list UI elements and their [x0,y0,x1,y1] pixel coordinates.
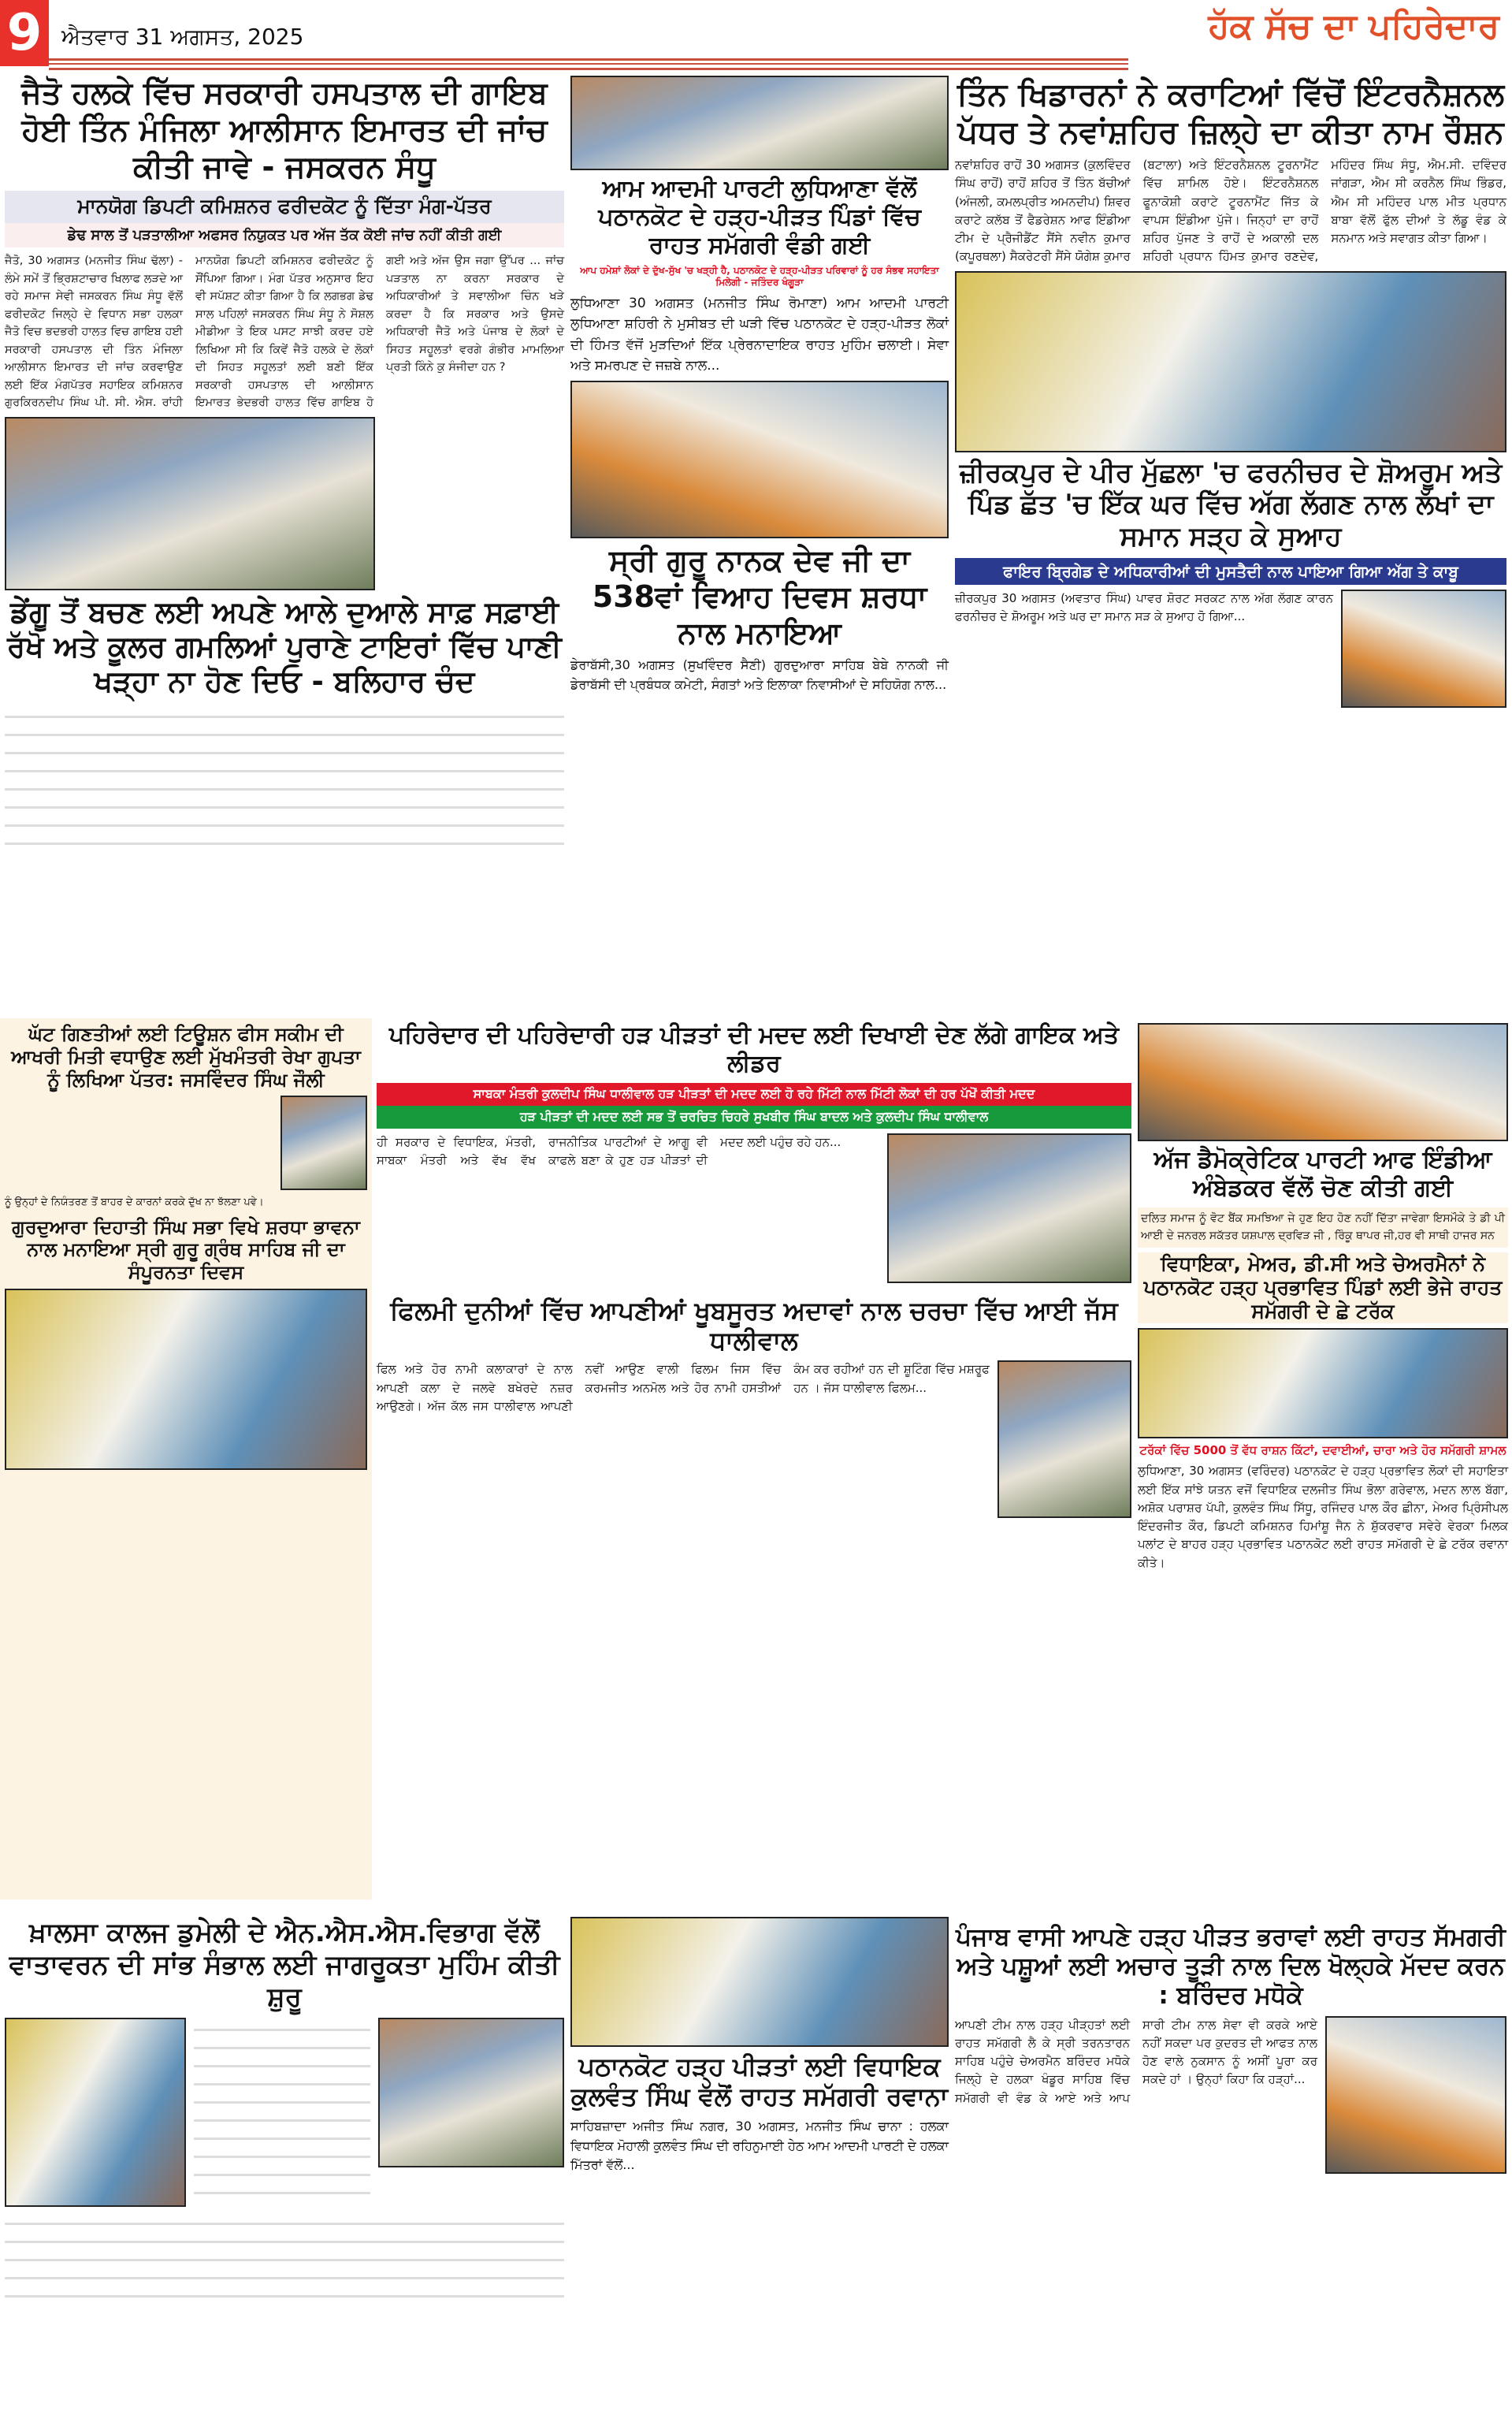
headline-zirakpur-fire: ਜ਼ੀਰਕਪੁਰ ਦੇ ਪੀਰ ਮੁੱਛਲਾ 'ਚ ਫਰਨੀਚਰ ਦੇ ਸ਼ੋਅਰੂਮ ਅਤੇ ਪਿੰਡ ਛੱਤ 'ਚ ਇੱਕ ਘਰ ਵਿੱਚ ਅੱਗ ਲੱਗਣ ਨਾਲ ਲੱਖਾਂ ਦਾ ਸਮਾਨ ਸੜ੍ਹ ਕੇ ਸੁਆਹ [959,456,1503,553]
middle-top-column [570,76,949,695]
subheadline-band: ਮਾਨਯੋਗ ਡਿਪਟੀ ਕਮਿਸ਼ਨਰ ਫਰੀਦਕੋਟ ਨੂੰ ਦਿੱਤਾ ਮੰਗ-ਪੱਤਰ [5,191,564,223]
green-subheadline-band: ਹੜ ਪੀੜਤਾਂ ਦੀ ਮਦਦ ਲਈ ਸਭ ਤੋਂ ਚਰਚਿਤ ਚਿਹਰੇ ਸੁਖਬੀਰ ਸਿੰਘ ਬਾਦਲ ਅਤੇ ਕੁਲਦੀਪ ਸਿੰਘ ਧਾਲੀਵਾਲ [377,1106,1131,1129]
article-body: ਨੂੰ ਉਨ੍ਹਾਂ ਦੇ ਨਿਯੰਤਰਣ ਤੋਂ ਬਾਹਰ ਦੇ ਕਾਰਨਾਂ ਕਰਕੇ ਦੁੱਖ ਨਾ ਝੱਲਣਾ ਪਵੇ। [5,1196,264,1209]
portrait-photo [997,1360,1131,1518]
red-subheadline-band: ਸਾਬਕਾ ਮੰਤਰੀ ਕੁਲਦੀਪ ਸਿੰਘ ਧਾਲੀਵਾਲ ਹੜ ਪੀੜਤਾਂ ਦੀ ਮਦਦ ਲਈ ਹੋ ਰਹੇ ਮਿੱਟੀ ਨਾਲ ਮਿੱਟੀ ਲੋਕਾਂ ਦੀ ਹਰ ਪੱਖੋਂ ਕੀਤੀ ਮਦਦ [377,1083,1131,1106]
bottom-left-column [5,1917,564,2298]
article-body: ਡੇਰਾਬੱਸੀ,30 ਅਗਸਤ (ਸੁਖਵਿੰਦਰ ਸੈਣੀ) ਗੁਰਦੁਆਰਾ ਸਾਹਿਬ ਬੇਬੇ ਨਾਨਕੀ ਜੀ ਡੇਰਾਬੱਸੀ ਦੀ ਪ੍ਰਬੰਧਕ ਕਮੇਟੀ, ਸੰਗਤਾਂ ਅਤੇ ਇਲਾਕਾ ਨਿਵਾਸੀਆਂ ਦੇ ਸਹਿਯੋਗ ਨਾਲ... [570,657,949,692]
article-body: ਜੈਤੋ, 30 ਅਗਸਤ (ਮਨਜੀਤ ਸਿੰਘ ਢੱਲਾ) - ਲੰਮੇ ਸਮੇਂ ਤੋਂ ਭ੍ਰਿਸ਼ਟਾਚਾਰ ਖਿਲਾਫ ਲੜਦੇ ਆ ਰਹੇ ਸਮਾਜ ਸੇਵੀ ਜਸਕਰਨ ਸਿੰਘ ਸੰਧੂ ਵੱਲੋਂ ਫਰੀਦਕੋਟ ਜਿਲ੍ਹੇ ਦੇ ਵਿਧਾਨ ਸਭਾ ਹਲਕਾ ਜੈਤੋ ਵਿਚ ਭਦਭਰੀ ਹਾਲਤ ਵਿਚ ਗਾਇਬ ਹਈ ਸਰਕਾਰੀ ਹਸਪਤਾਲ ਦੀ ਤਿੰਨ ਮੰਜਿਲਾ ਆਲੀਸਾਨ ਇਮਾਰਤ ਦੀ ਜਾਂਚ ਕਰਵਾਉਣ ਲਈ ਇੱਕ ਮੰਗਪੱਤਰ ਸਹਾਇਕ ਕਮਿਸ਼ਨਰ ਗੁਰਕਿਰਨਦੀਪ ਸਿੰਘ ਪੀ. ਸੀ. ਐਸ. ਰਾਂਹੀ ਮਾਨਯੋਗ ਡਿਪਟੀ ਕਮਿਸ਼ਨਰ ਫਰੀਦਕੋਟ ਨੂੰ ਸੌਂਪਿਆ ਗਿਆ। ਮੰਗ ਪੱਤਰ ਅਨੁਸਾਰ ਇਹ ਵੀ ਸਪੱਸ਼ਟ ਕੀਤਾ ਗਿਆ ਹੈ ਕਿ ਲਗਭਗ ਡੇਢ ਸਾਲ ਪਹਿਲਾਂ ਜਸਕਰਨ ਸਿੰਘ ਸੰਧੂ ਨੇ ਸੋਸ਼ਲ ਮੀਡੀਆ ਤੇ ਇਕ ਪਸਟ ਸਾਝੀ ਕਰਦ ਹਏ ਲਿਖਿਆ ਸੀ ਕਿ ਕਿਵੇਂ ਜੈਤੋ ਹਲਕੇ ਦੇ ਲੋਕਾਂ ਦੀ ਸਿਹਤ ਸਹੂਲਤਾਂ ਲਈ ਬਣੀ ਇੱਕ ਸਰਕਾਰੀ ਹਸਪਤਾਲ ਦੀ ਆਲੀਸਾਨ ਇਮਾਰਤ ਭੇਦਭਰੀ ਹਾਲਤ ਵਿੱਚ ਗਾਇਬ ਹੋ ਗਈ ਅਤੇ ਅੱਜ ਉਸ ਜਗਾ ਉੱਪਰ ... ਜਾਂਚ ਪੜਤਾਲ ਨਾ ਕਰਨਾ ਸਰਕਾਰ ਦੇ ਅਧਿਕਾਰੀਆਂ ਤੇ ਸਵਾਲੀਆ ਚਿੰਨ ਖੜੇ ਕਰਦਾ ਹੈ ਕਿ ਸਰਕਾਰ ਅਤੇ ਉਸਦੇ ਅਧਿਕਾਰੀ ਜੈਤੋ ਅਤੇ ਪੰਜਾਬ ਦੇ ਲੋਕਾਂ ਦੇ ਸਿਹਤ ਸਹੂਲਤਾਂ ਵਰਗੇ ਗੰਭੀਰ ਮਾਮਲਿਆ ਪ੍ਰਤੀ ਕਿੰਨੇ ਕੁ ਸੰਜੀਦਾ ਹਨ ? [5,255,564,410]
subheadline-band: ਡੇਢ ਸਾਲ ਤੋਂ ਪੜਤਾਲੀਆ ਅਫਸਰ ਨਿਯੁਕਤ ਪਰ ਅੱਜ ਤੱਕ ਕੋਈ ਜਾਂਚ ਨਹੀਂ ਕੀਤੀ ਗਈ [5,223,564,247]
blue-subheadline-band: ਫਾਇਰ ਬ੍ਰਿਗੇਡ ਦੇ ਅਧਿਕਾਰੀਆਂ ਦੀ ਮੁਸਤੈਦੀ ਨਾਲ ਪਾਇਆ ਗਿਆ ਅੱਗ ਤੇ ਕਾਬੂ [955,558,1506,585]
headline-jass-dhaliwal: ਫਿਲਮੀ ਦੁਨੀਆਂ ਵਿੱਚ ਆਪਣੀਆਂ ਖੂਬਸੂਰਤ ਅਦਾਵਾਂ ਨਾਲ ਚਰਚਾ ਵਿੱਚ ਆਈ ਜੱਸ ਧਾਲੀਵਾਲ [390,1295,1118,1356]
bottom-middle-column [570,1917,949,2175]
madhoke-story-row [955,2016,1506,2174]
news-photo [378,2018,564,2167]
headline-karate: ਤਿੰਨ ਖਿਡਾਰਨਾਂ ਨੇ ਕਰਾਟਿਆਂ ਵਿੱਚੋਂ ਇੰਟਰਨੈਸ਼ਨਲ ਪੱਧਰ ਤੇ ਨਵਾਂਸ਼ਹਿਰ ਜ਼ਿਲ੍ਹੇ ਦਾ ਕੀਤਾ ਨਾਮ ਰੌਸ਼ਨ [957,76,1505,151]
article-body: ਜ਼ੀਰਕਪੁਰ 30 ਅਗਸਤ (ਅਵਤਾਰ ਸਿੰਘ) ਪਾਵਰ ਸ਼ੋਰਟ ਸਰਕਟ ਨਾਲ ਅੱਗ ਲੱਗਣ ਕਾਰਨ ਫਰਨੀਚਰ ਦੇ ਸ਼ੋਅਰੂਮ ਅਤੇ ਘਰ ਦਾ ਸਮਾਨ ਸੜ ਕੇ ਸੁਆਹ ਹੋ ਗਿਆ... [955,590,1333,624]
news-photo [1325,2016,1506,2174]
headline-kulwant-singh-relief: ਪਠਾਨਕੋਟ ਹੜ੍ਹ ਪੀੜਤਾਂ ਲਈ ਵਿਧਾਇਕ ਕੁਲਵੰਤ ਸਿੰਘ ਵੱਲੋਂ ਰਾਹਤ ਸਮੱਗਰੀ ਰਵਾਨਾ [570,2052,949,2112]
article-body: ਆਪਣੀ ਟੀਮ ਨਾਲ ਹੜ੍ਹ ਪੀੜ੍ਹਤਾਂ ਲਈ ਰਾਹਤ ਸਮੱਗਰੀ ਲੈ ਕੇ ਸ੍ਰੀ ਤਰਨਤਾਰਨ ਸਾਹਿਬ ਪਹੁੰਚੇ ਚੇਅਰਮੈਨ ਬਰਿੰਦਰ ਮਧੋਕੇ ਜਿਲ੍ਹੇ ਦੇ ਹਲਕਾ ਖੰਡੂਰ ਸਾਹਿਬ ਵਿੱਚ ਸਮੱਗਰੀ ਵੀ ਵੰਡ ਕੇ ਆਏ ਅਤੇ ਆਪ ਸਾਰੀ ਟੀਮ ਨਾਲ ਸੇਵਾ ਵੀ ਕਰਕੇ ਆਏ ਨਹੀਂ ਸਕਦਾ ਪਰ ਕੁਦਰਤ ਦੀ ਆਫਤ ਨਾਲ ਹੋਣ ਵਾਲੇ ਨੁਕਸਾਨ ਨੂੰ ਅਸੀਂ ਪੂਰਾ ਕਰ ਸਕਦੇ ਹਾਂ । ਉਨ੍ਹਾਂ ਕਿਹਾ ਕਿ ਹੜ੍ਹਾਂ... [955,2017,1317,2105]
headline-gurdwara-dihati: ਗੁਰਦੁਆਰਾ ਦਿਹਾਤੀ ਸਿੰਘ ਸਭਾ ਵਿਖੇ ਸ਼ਰਧਾ ਭਾਵਨਾ ਨਾਲ ਮਨਾਇਆ ਸ੍ਰੀ ਗੁਰੂ ਗ੍ਰੰਥ ਸਾਹਿਬ ਜੀ ਦਾ ਸੰਪੂਰਨਤਾ ਦਿਵਸ [12,1215,360,1284]
headline-dpi-ambedkar: ਅੱਜ ਡੈਮੋਕ੍ਰੇਟਿਕ ਪਾਰਟੀ ਆਫ ਇੰਡੀਆ ਅੰਬੇਡਕਰ ਵੱਲੋਂ ਚੋਣ ਕੀਤੀ ਗਈ [1154,1146,1492,1202]
news-photo [5,1289,367,1470]
header-rule [49,58,1128,61]
article-body: ਸਾਹਿਬਜ਼ਾਦਾ ਅਜੀਤ ਸਿੰਘ ਨਗਰ, 30 ਅਗਸਤ, ਮਨਜੀਤ ਸਿੰਘ ਚਾਨਾ : ਹਲਕਾ ਵਿਧਾਇਕ ਮੋਹਾਲੀ ਕੁਲਵੰਤ ਸਿੰਘ ਦੀ ਰਹਿਨੁਮਾਈ ਹੇਠ ਆਮ ਆਦਮੀ ਪਾਰਟੀ ਦੇ ਹਲਕਾ ਮਿੱਤਰਾਂ ਵੱਲੋਂ... [570,2118,949,2173]
article-body: ਲੁਧਿਆਣਾ, 30 ਅਗਸਤ (ਵਰਿੰਦਰ) ਪਠਾਨਕੋਟ ਦੇ ਹੜ੍ਹ ਪ੍ਰਭਾਵਿਤ ਲੋਕਾਂ ਦੀ ਸਹਾਇਤਾ ਲਈ ਇੱਕ ਸਾਂਝੇ ਯਤਨ ਵਜੋਂ ਵਿਧਾਇਕ ਦਲਜੀਤ ਸਿੰਘ ਭੋਲਾ ਗਰੇਵਾਲ, ਮਦਨ ਲਾਲ ਬੱਗਾ, ਅਸ਼ੋਕ ਪਰਾਸ਼ਰ ਪੱਪੀ, ਕੁਲਵੰਤ ਸਿੰਘ ਸਿੱਧੂ, ਰਜਿੰਦਰ ਪਾਲ ਕੌਰ ਛੀਨਾ, ਮੇਅਰ ਪ੍ਰਿੰਸੀਪਲ ਇੰਦਰਜੀਤ ਕੌਰ, ਡਿਪਟੀ ਕਮਿਸ਼ਨਰ ਹਿਮਾਂਸ਼ੂ ਜੈਨ ਨੇ ਸ਼ੁੱਕਰਵਾਰ ਸਵੇਰੇ ਵੇਰਕਾ ਮਿਲਕ ਪਲਾਂਟ ਦੇ ਬਾਹਰ ਹੜ੍ਹ ਪ੍ਰਭਾਵਿਤ ਪਠਾਨਕੋਟ ਲਈ ਰਾਹਤ ਸਮੱਗਰੀ ਦੇ ਛੇ ਟਰੱਕ ਰਵਾਨਾ ਕੀਤੇ। [1138,1464,1508,1570]
headline-guru-nanak-538: ਸ੍ਰੀ ਗੁਰੂ ਨਾਨਕ ਦੇਵ ਜੀ ਦਾ 538ਵਾਂ ਵਿਆਹ ਦਿਵਸ ਸ਼ਰਧਾ ਨਾਲ ਮਨਾਇਆ [592,543,927,650]
left-top-column [5,76,564,846]
headline-pehredar: ਪਹਿਰੇਦਾਰ ਦੀ ਪਹਿਰੇਦਾਰੀ ਹੜ ਪੀੜਤਾਂ ਦੀ ਮਦਦ ਲਈ ਦਿਖਾਈ ਦੇਣ ਲੱਗੇ ਗਾਇਕ ਅਤੇ ਲੀਡਰ [388,1021,1120,1077]
article-body: ਲੁਧਿਆਣਾ 30 ਅਗਸਤ (ਮਨਜੀਤ ਸਿੰਘ ਰੋਮਾਣਾ) ਆਮ ਆਦਮੀ ਪਾਰਟੀ ਲੁਧਿਆਣਾ ਸ਼ਹਿਰੀ ਨੇ ਮੁਸੀਬਤ ਦੀ ਘੜੀ ਵਿੱਚ ਪਠਾਨਕੋਟ ਦੇ ਹੜ੍ਹ-ਪੀੜਤ ਲੋਕਾਂ ਦੀ ਹਿੰਮਤ ਵੱਜੋਂ ਮੁੜਦਿਆਂ ਇੱਕ ਪ੍ਰੇਰਨਾਦਾਇਕ ਰਾਹਤ ਮੁਹਿੰਮ ਚਲਾਈ। ਸੇਵਾ ਅਤੇ ਸਮਰਪਣ ਦੇ ਜਜ਼ਬੇ ਨਾਲ... [570,296,949,374]
news-photo [1138,1328,1508,1438]
headline-dengue: ਡੇਂਗੂ ਤੋਂ ਬਚਣ ਲਈ ਅਪਣੇ ਆਲੇ ਦੁਆਲੇ ਸਾਫ਼ ਸਫ਼ਾਈ ਰੱਖੋ ਅਤੇ ਕੂਲਰ ਗਮਲਿਆਂ ਪੁਰਾਣੇ ਟਾਇਰਾਂ ਵਿੱਚ ਪਾਣੀ ਖੜ੍ਹਾ ਨਾ ਹੋਣ ਦਿਓ - ਬਲਿਹਾਰ ਚੰਦ [7,594,562,699]
article-body-placeholder [5,705,564,846]
header-rule [49,63,1128,65]
pehredar-story-row [377,1133,1131,1283]
news-photo [1341,590,1506,708]
news-photo [887,1133,1131,1283]
news-photo [570,76,949,170]
headline-six-trucks: ਵਿਧਾਇਕਾ, ਮੇਅਰ, ਡੀ.ਸੀ ਅਤੇ ਚੇਅਰਮੈਨਾਂ ਨੇ ਪਠਾਨਕੋਟ ਹੜ੍ਹ ਪ੍ਰਭਾਵਿਤ ਪਿੰਡਾਂ ਲਈ ਭੇਜੇ ਰਾਹਤ ਸਮੱਗਰੀ ਦੇ ਛੇ ਟਰੱਕ [1138,1252,1508,1323]
article-body: ਦਲਿਤ ਸਮਾਜ ਨੂੰ ਵੋਟ ਬੈਂਕ ਸਮਝਿਆ ਜੇ ਹੁਣ ਇਹ ਹੋਣ ਨਹੀਂ ਦਿੱਤਾ ਜਾਵੇਗਾ ਇਸਮੌਕੇ ਤੇ ਡੀ ਪੀ ਆਈ ਦੇ ਜਨਰਲ ਸਕੱਤਰ ਯਸ਼ਪਾਲ ਦ੍ਰਵਿੜ ਜੀ , ਰਿੰਕੂ ਥਾਪਰ ਜੀ,ਹਰ ਵੀ ਸਾਥੀ ਹਾਜਰ ਸਨ [1138,1207,1508,1248]
cream-section [0,1018,372,1899]
article-body-placeholder [194,2018,370,2207]
article-body: ਹੀ ਸਰਕਾਰ ਦੇ ਵਿਧਾਇਕ, ਮੰਤਰੀ, ਸਾਬਕਾ ਮੰਤਰੀ ਅਤੇ ਵੱਖ ਵੱਖ ਰਾਜਨੀਤਿਕ ਪਾਰਟੀਆਂ ਦੇ ਆਗੂ ਵੀ ਕਾਫਲੇ ਬਣਾ ਕੇ ਹੁਣ ਹੜ ਪੀੜਤਾਂ ਦੀ ਮਦਦ ਲਈ ਪਹੁੰਚ ਰਹੇ ਹਨ... [377,1134,841,1167]
page-number-badge: 9 [0,0,49,66]
article-body: ਫਿਲ ਅਤੇ ਹੋਰ ਨਾਮੀ ਕਲਾਕਾਰਾਂ ਦੇ ਨਾਲ ਆਪਣੀ ਕਲਾ ਦੇ ਜਲਵੇ ਬਖੇਰਦੇ ਨਜ਼ਰ ਆਉਣਗੇ। ਅੱਜ ਕੱਲ ਜਸ ਧਾਲੀਵਾਲ ਆਪਣੀ ਨਵੀਂ ਆਉਣ ਵਾਲੀ ਫਿਲਮ ਜਿਸ ਵਿੱਚ ਕਰਮਜੀਤ ਅਨਮੋਲ ਅਤੇ ਹੋਰ ਨਾਮੀ ਹਸਤੀਆਂ ਕੰਮ ਕਰ ਰਹੀਆਂ ਹਨ ਦੀ ਸ਼ੂਟਿੰਗ ਵਿੱਚ ਮਸ਼ਰੂਫ ਹਨ । ਜੱਸ ਧਾਲੀਵਾਲ ਫਿਲਮ... [377,1362,990,1413]
bottom-right-column [955,1923,1506,2174]
news-photo [5,417,375,590]
headline-madhoke: ਪੰਜਾਬ ਵਾਸੀ ਆਪਣੇ ਹੜ੍ਹ ਪੀੜਤ ਭਰਾਵਾਂ ਲਈ ਰਾਹਤ ਸੱਮਗਰੀ ਅਤੇ ਪਸ਼ੂਆਂ ਲਈ ਅਚਾਰ ਤੂੜੀ ਨਾਲ ਦਿਲ ਖੋਲ੍ਹਕੇ ਮੱਦਦ ਕਰਨ : ਬਰਿੰਦਰ ਮਧੋਕੇ [956,1923,1506,2011]
portrait-photo [280,1096,367,1190]
red-subheadline: ਆਪ ਹਮੇਸ਼ਾਂ ਲੋਕਾਂ ਦੇ ਦੁੱਖ-ਸੁੱਖ 'ਚ ਖੜ੍ਹੀ ਹੈ, ਪਠਾਨਕੋਟ ਦੇ ਹੜ੍ਹ-ਪੀੜਤ ਪਰਿਵਾਰਾਂ ਨੂੰ ਹਰ ਸੰਭਵ ਸਹਾਇਤਾ ਮਿਲੇਗੀ - ਜਤਿੰਦਰ ਖੰਗੂੜਾ [580,265,939,288]
news-photo [955,271,1506,452]
news-photo [570,381,949,538]
fire-story-row [955,590,1506,708]
newspaper-logo: ਹੱਕ ਸੱਚ ਦਾ ਪਹਿਰੇਦਾਰ [1208,6,1499,47]
headline-jaito-hospital: ਜੈਤੋ ਹਲਕੇ ਵਿੱਚ ਸਰਕਾਰੀ ਹਸਪਤਾਲ ਦੀ ਗਾਇਬ ਹੋਈ ਤਿੰਨ ਮੰਜਿਲਾ ਆਲੀਸਾਨ ਇਮਾਰਤ ਦੀ ਜਾਂਚ ਕੀਤੀ ਜਾਵੇ - ਜਸਕਰਨ ਸੰਧੂ [21,76,548,185]
headline-aap-relief: ਆਮ ਆਦਮੀ ਪਾਰਟੀ ਲੁਧਿਆਣਾ ਵੱਲੋਂ ਪਠਾਨਕੋਟ ਦੇ ਹੜ੍ਹ-ਪੀੜਤ ਪਿੰਡਾਂ ਵਿੱਚ ਰਾਹਤ ਸਮੱਗਰੀ ਵੰਡੀ ਗਈ [598,175,921,259]
article-body-placeholder [5,2212,564,2298]
jass-story-row [377,1360,1131,1518]
news-photo [1138,1023,1508,1141]
right-top-column [955,76,1506,708]
headline-tuition-fee: ਘੱਟ ਗਿਣਤੀਆਂ ਲਈ ਟਿਊਸ਼ਨ ਫੀਸ ਸਕੀਮ ਦੀ ਆਖਰੀ ਮਿਤੀ ਵਧਾਉਣ ਲਈ ਮੁੱਖਮੰਤਰੀ ਰੇਖਾ ਗੁਪਤਾ ਨੂੰ ਲਿਖਿਆ ਪੱਤਰ: ਜਸਵਿੰਦਰ ਸਿੰਘ ਜੌਲੀ [11,1023,361,1091]
center-middle-column [377,1021,1131,1518]
news-photo [5,2018,186,2207]
header-rule [49,68,1128,70]
red-subheadline: ਟਰੱਕਾਂ ਵਿੱਚ 5000 ਤੋਂ ਵੱਧ ਰਾਸ਼ਨ ਕਿੱਟਾਂ, ਦਵਾਈਆਂ, ਚਾਰਾ ਅਤੇ ਹੋਰ ਸਮੱਗਰੀ ਸ਼ਾਮਲ [1139,1443,1506,1458]
issue-date: ਐਤਵਾਰ 31 ਅਗਸਤ, 2025 [61,24,304,50]
headline-khalsa-college: ਖ਼ਾਲਸਾ ਕਾਲਜ ਡੁਮੇਲੀ ਦੇ ਐਨ.ਐਸ.ਐਸ.ਵਿਭਾਗ ਵੱਲੋਂ ਵਾਤਾਵਰਨ ਦੀ ਸਾਂਭ ਸੰਭਾਲ ਲਈ ਜਾਗਰੂਕਤਾ ਮੁਹਿੰਮ ਕੀਤੀ ਸ਼ੁਰੂ [9,1917,560,2013]
right-middle-column [1138,1023,1508,1572]
article-body: ਨਵਾਂਸ਼ਹਿਰ ਰਾਹੋਂ 30 ਅਗਸਤ (ਕੁਲਵਿੰਦਰ ਸਿੰਘ ਰਾਹੋਂ) ਰਾਹੋਂ ਸ਼ਹਿਰ ਤੋਂ ਤਿੰਨ ਬੱਚੀਆਂ (ਅੰਜਲੀ, ਕਮਲਪ੍ਰੀਤ ਅਮਨਦੀਪ) ਸ਼ਿਵਰ ਕਰਾਟੇ ਕਲੱਬ ਤੋਂ ਫੈਡਰੇਸ਼ਨ ਆਫ ਇੰਡੀਆ ਟੀਮ ਦੇ ਪ੍ਰੈਜੀਡੈਂਟ ਸੈਂਸੇ ਨਵੀਨ ਕੁਮਾਰ (ਕਪੂਰਥਲਾ) ਸੈਕਰੇਟਰੀ ਸੈਂਸੇ ਯੋਗੇਸ਼ ਕੁਮਾਰ (ਬਟਾਲਾ) ਅਤੇ ਇੰਟਰਨੈਸ਼ਨਲ ਟੂਰਨਾਮੈਂਟ ਵਿੱਚ ਸ਼ਾਮਿਲ ਹੋਏ। ਇੰਟਰਨੈਸ਼ਨਲ ਫੂਨਾਕੋਸ਼ੀ ਕਰਾਟੇ ਟੂਰਨਾਮੈਂਟ ਜਿੱਤ ਕੇ ਵਾਪਸ ਇੰਡੀਆ ਪੁੱਜੇ। ਜਿਨ੍ਹਾਂ ਦਾ ਰਾਹੋਂ ਸ਼ਹਿਰ ਪੁੱਜਣ ਤੇ ਰਾਹੋਂ ਦੇ ਅਕਾਲੀ ਦਲ ਸ਼ਹਿਰੀ ਪ੍ਰਧਾਨ ਹਿੰਮਤ ਕੁਮਾਰ ਰਣਦੇਵ, ਮਹਿੰਦਰ ਸਿੰਘ ਸੰਧੂ, ਐਮ.ਸੀ. ਦਵਿੰਦਰ ਜਾਂਗੜਾ, ਐਮ ਸੀ ਕਰਨੈਲ ਸਿੰਘ ਭਿੰਡਰ, ਐਮ ਸੀ ਮਹਿੰਦਰ ਪਾਲ ਮੀਤ ਪ੍ਰਧਾਨ ਬਾਬਾ ਵੱਲੋਂ ਫੁੱਲ ਦੀਆਂ ਤੇ ਲੱਡੂ ਵੰਡ ਕੇ ਸਨਮਾਨ ਅਤੇ ਸਵਾਗਤ ਕੀਤਾ ਗਿਆ। [955,158,1506,264]
khalsa-photo-row [5,2018,564,2207]
news-photo [570,1917,949,2047]
